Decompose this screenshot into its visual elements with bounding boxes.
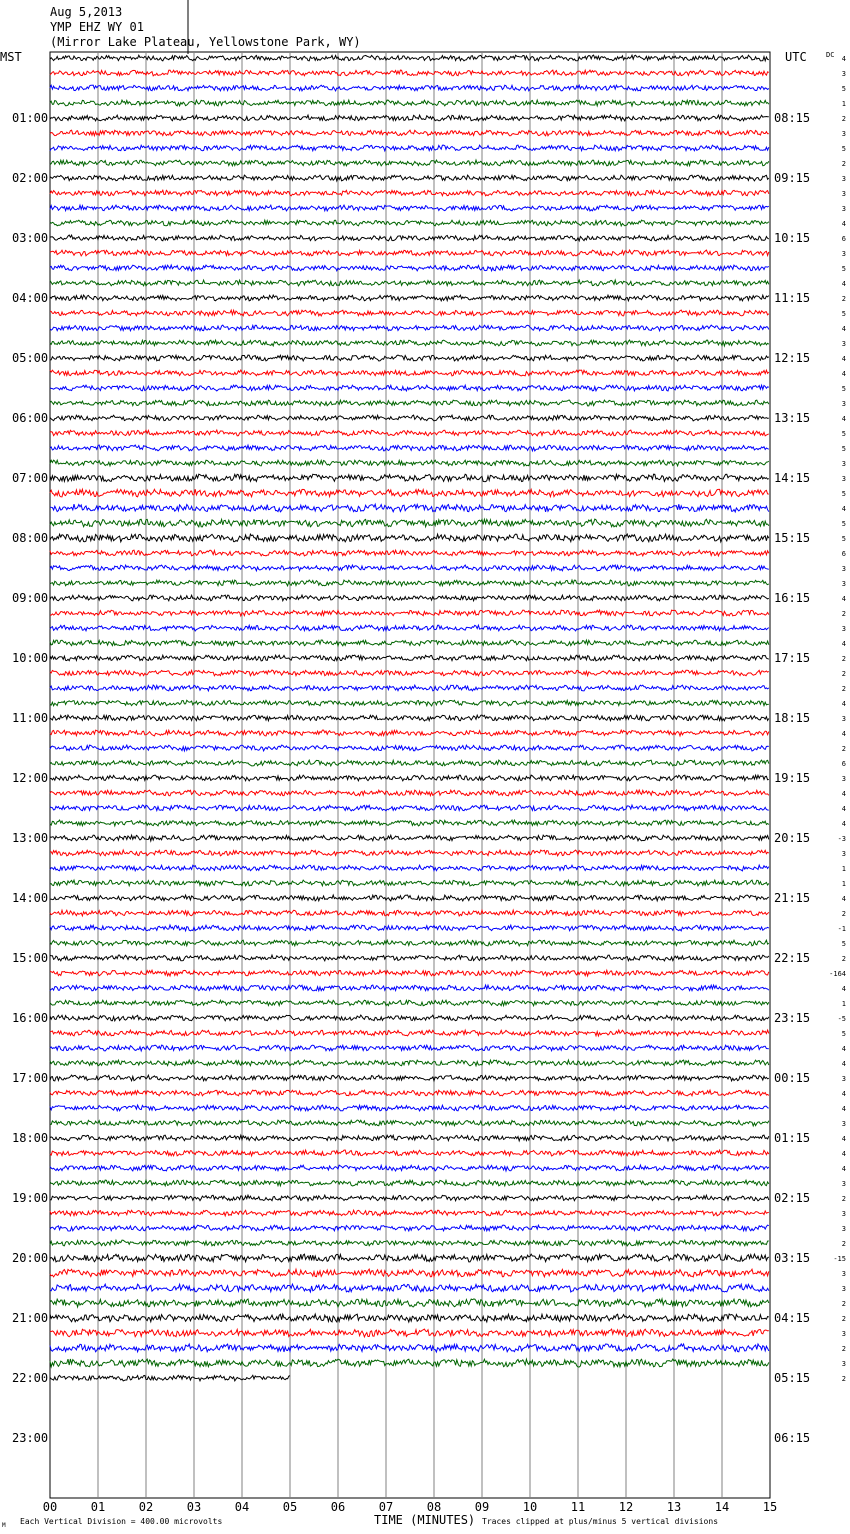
seismic-trace-2 <box>50 70 769 76</box>
seismic-trace-66 <box>50 1030 769 1036</box>
seismic-trace-45 <box>50 715 769 721</box>
dc-offset-value: 2 <box>841 910 846 918</box>
x-tick-label: 02 <box>138 1500 154 1514</box>
dc-offset-value: 3 <box>841 625 846 633</box>
right-hour-label: 13:15 <box>774 411 811 425</box>
seismic-trace-22 <box>50 370 769 376</box>
seismic-trace-25 <box>50 415 769 421</box>
seismic-trace-73 <box>50 1135 769 1141</box>
dc-offset-value: 3 <box>841 1075 846 1083</box>
dc-offset-value: 3 <box>841 340 846 348</box>
seismic-trace-54 <box>50 850 769 856</box>
dc-offset-value: 3 <box>841 1270 846 1278</box>
dc-offset-value: 3 <box>841 580 846 588</box>
clip-note: Traces clipped at plus/minus 5 vertical divisions <box>482 1517 719 1526</box>
seismic-trace-47 <box>50 745 769 751</box>
seismic-trace-30 <box>50 489 769 497</box>
right-timezone-label: UTC <box>785 50 807 64</box>
seismic-trace-28 <box>50 460 769 466</box>
x-tick-label: 05 <box>282 1500 298 1514</box>
dc-offset-value: 6 <box>841 235 846 243</box>
seismic-trace-79 <box>50 1225 769 1231</box>
right-hour-label: 01:15 <box>774 1131 811 1145</box>
dc-offset-value: 4 <box>841 595 846 603</box>
seismic-trace-52 <box>50 820 769 826</box>
seismic-trace-19 <box>50 325 769 331</box>
seismic-trace-65 <box>50 1015 769 1021</box>
dc-offset-value: 1 <box>841 1000 846 1008</box>
dc-offset-value: 3 <box>841 850 846 858</box>
seismic-trace-21 <box>50 355 769 361</box>
x-tick-label: 09 <box>474 1500 490 1514</box>
dc-offset-value: 5 <box>841 1030 846 1038</box>
seismic-trace-7 <box>50 145 769 151</box>
dc-offset-value: 2 <box>841 685 846 693</box>
dc-offset-value: 2 <box>841 295 846 303</box>
seismic-trace-72 <box>50 1120 769 1126</box>
dc-offset-value: 1 <box>841 880 846 888</box>
left-hour-label: 21:00 <box>12 1311 49 1325</box>
seismic-trace-70 <box>50 1090 769 1096</box>
seismic-trace-8 <box>50 160 769 166</box>
dc-offset-value: 3 <box>841 775 846 783</box>
seismic-trace-3 <box>50 85 769 91</box>
seismic-trace-27 <box>50 445 769 451</box>
seismic-trace-11 <box>50 205 769 211</box>
header <box>50 5 361 49</box>
x-tick-label: 11 <box>570 1500 586 1514</box>
dc-offset-value: 4 <box>841 1135 846 1143</box>
dc-offset-value: 5 <box>841 430 846 438</box>
right-hour-label: 11:15 <box>774 291 811 305</box>
seismic-trace-84 <box>50 1299 769 1307</box>
dc-offset-value: 4 <box>841 895 846 903</box>
seismic-trace-60 <box>50 940 769 946</box>
right-hour-label: 12:15 <box>774 351 811 365</box>
seismic-trace-42 <box>50 670 769 676</box>
seismic-trace-10 <box>50 190 769 196</box>
x-tick-label: 06 <box>330 1500 346 1514</box>
dc-offset-value: 2 <box>841 160 846 168</box>
seismic-trace-48 <box>50 760 769 766</box>
right-hour-label: 17:15 <box>774 651 811 665</box>
seismic-trace-9 <box>50 175 769 181</box>
right-hour-label: 02:15 <box>774 1191 811 1205</box>
seismic-trace-26 <box>50 430 769 436</box>
left-hour-label: 11:00 <box>12 711 49 725</box>
dc-offset-value: 3 <box>841 1285 846 1293</box>
x-axis-tick-labels <box>43 1500 777 1514</box>
seismic-trace-62 <box>50 970 769 976</box>
seismic-trace-75 <box>50 1165 769 1171</box>
seismic-trace-6 <box>50 130 769 136</box>
dc-offset-value: 5 <box>841 85 846 93</box>
location-label: (Mirror Lake Plateau, Yellowstone Park, WY) <box>50 35 361 49</box>
dc-offset-value: 4 <box>841 1045 846 1053</box>
dc-offset-value: 4 <box>841 985 846 993</box>
left-hour-label: 06:00 <box>12 411 49 425</box>
dc-offset-value: 4 <box>841 805 846 813</box>
x-tick-label: 07 <box>378 1500 394 1514</box>
dc-offset-value: 3 <box>841 175 846 183</box>
dc-label: DC <box>826 51 835 59</box>
right-hour-label: 18:15 <box>774 711 811 725</box>
left-timezone-label: MST <box>0 50 22 64</box>
dc-offset-value: -3 <box>837 835 846 843</box>
seismic-trace-1 <box>50 55 769 61</box>
dc-offset-value: 2 <box>841 1315 846 1323</box>
dc-offset-value: 4 <box>841 505 846 513</box>
seismic-trace-50 <box>50 790 769 796</box>
seismic-trace-49 <box>50 775 769 781</box>
right-hour-labels <box>774 111 810 1445</box>
left-hour-label: 22:00 <box>12 1371 49 1385</box>
dc-offset-value: 6 <box>841 550 846 558</box>
right-hour-label: 06:15 <box>774 1431 811 1445</box>
seismic-trace-58 <box>50 910 769 916</box>
dc-offset-value: 2 <box>841 1300 846 1308</box>
seismic-trace-87 <box>50 1344 769 1352</box>
left-hour-labels <box>12 111 48 1445</box>
left-hour-label: 09:00 <box>12 591 49 605</box>
dc-offset-value: 2 <box>841 955 846 963</box>
left-hour-label: 18:00 <box>12 1131 49 1145</box>
seismic-trace-82 <box>50 1269 769 1277</box>
seismic-trace-89 <box>50 1375 290 1381</box>
left-hour-label: 20:00 <box>12 1251 49 1265</box>
seismic-trace-64 <box>50 1000 769 1006</box>
right-hour-label: 05:15 <box>774 1371 811 1385</box>
left-hour-label: 08:00 <box>12 531 49 545</box>
dc-offset-value: -15 <box>833 1255 846 1263</box>
seismic-trace-38 <box>50 610 769 616</box>
dc-offset-value: 3 <box>841 460 846 468</box>
seismic-trace-29 <box>50 474 769 481</box>
dc-offset-value: 5 <box>841 265 846 273</box>
seismic-trace-61 <box>50 955 769 961</box>
x-tick-label: 03 <box>186 1500 202 1514</box>
vertical-division-note: Each Vertical Division = 400.00 microvolts <box>20 1517 223 1526</box>
seismic-trace-83 <box>50 1284 769 1292</box>
dc-offset-value: 3 <box>841 1330 846 1338</box>
dc-offset-value: 5 <box>841 445 846 453</box>
dc-offset-value: 5 <box>841 385 846 393</box>
dc-offset-value: 4 <box>841 55 846 63</box>
x-tick-label: 10 <box>522 1500 538 1514</box>
seismic-trace-69 <box>50 1075 769 1081</box>
dc-offset-value: 4 <box>841 700 846 708</box>
right-hour-label: 22:15 <box>774 951 811 965</box>
dc-offset-value: 3 <box>841 565 846 573</box>
dc-offset-value: 3 <box>841 1120 846 1128</box>
seismic-trace-12 <box>50 220 769 226</box>
right-hour-label: 09:15 <box>774 171 811 185</box>
dc-offset-value: 1 <box>841 100 846 108</box>
left-hour-label: 03:00 <box>12 231 49 245</box>
right-hour-label: 08:15 <box>774 111 811 125</box>
x-tick-label: 08 <box>426 1500 442 1514</box>
seismic-trace-33 <box>50 534 769 542</box>
seismic-trace-17 <box>50 295 769 301</box>
dc-offset-value: 2 <box>841 670 846 678</box>
seismic-trace-44 <box>50 700 769 706</box>
x-tick-label: 15 <box>762 1500 778 1514</box>
seismic-trace-46 <box>50 730 769 736</box>
seismic-trace-57 <box>50 895 769 901</box>
seismic-trace-18 <box>50 310 769 316</box>
seismic-trace-76 <box>50 1180 769 1186</box>
station-label: YMP EHZ WY 01 <box>50 20 144 34</box>
dc-offset-value: 5 <box>841 940 846 948</box>
seismic-trace-80 <box>50 1240 769 1246</box>
seismic-trace-32 <box>50 519 769 527</box>
dc-offset-value: 3 <box>841 1225 846 1233</box>
dc-offset-value: 2 <box>841 1375 846 1383</box>
left-hour-label: 01:00 <box>12 111 49 125</box>
left-hour-label: 14:00 <box>12 891 49 905</box>
right-hour-label: 19:15 <box>774 771 811 785</box>
dc-offset-value: 3 <box>841 205 846 213</box>
dc-offset-value: 4 <box>841 415 846 423</box>
dc-offset-value: 2 <box>841 655 846 663</box>
seismic-trace-71 <box>50 1105 769 1111</box>
dc-offset-value: 4 <box>841 1165 846 1173</box>
dc-offset-value: 2 <box>841 1195 846 1203</box>
seismic-trace-41 <box>50 655 769 661</box>
dc-offset-value: 4 <box>841 1105 846 1113</box>
right-hour-label: 00:15 <box>774 1071 811 1085</box>
right-hour-label: 21:15 <box>774 891 811 905</box>
dc-offset-value: 5 <box>841 490 846 498</box>
right-hour-label: 15:15 <box>774 531 811 545</box>
dc-offset-value: 3 <box>841 130 846 138</box>
dc-offset-value: 3 <box>841 250 846 258</box>
dc-offset-value: 3 <box>841 1360 846 1368</box>
dc-offset-value: -1 <box>837 925 846 933</box>
dc-offset-value: -164 <box>829 970 846 978</box>
right-hour-label: 20:15 <box>774 831 811 845</box>
seismic-trace-13 <box>50 235 769 241</box>
seismic-trace-35 <box>50 565 769 571</box>
seismic-trace-24 <box>50 400 769 406</box>
dc-offset-value: 6 <box>841 760 846 768</box>
x-tick-label: 13 <box>666 1500 682 1514</box>
left-hour-label: 23:00 <box>12 1431 49 1445</box>
left-hour-label: 12:00 <box>12 771 49 785</box>
left-hour-label: 04:00 <box>12 291 49 305</box>
seismic-trace-88 <box>50 1359 769 1367</box>
dc-offset-value: 4 <box>841 640 846 648</box>
dc-offset-value: 4 <box>841 355 846 363</box>
dc-offset-value: 5 <box>841 535 846 543</box>
seismic-trace-16 <box>50 280 769 286</box>
left-hour-label: 16:00 <box>12 1011 49 1025</box>
dc-offset-value: -5 <box>837 1015 846 1023</box>
seismic-trace-39 <box>50 625 769 631</box>
seismic-trace-67 <box>50 1045 769 1051</box>
seismic-trace-68 <box>50 1060 769 1066</box>
seismic-trace-51 <box>50 805 769 811</box>
seismic-trace-77 <box>50 1195 769 1201</box>
x-tick-label: 04 <box>234 1500 250 1514</box>
seismic-trace-23 <box>50 385 769 391</box>
right-hour-label: 03:15 <box>774 1251 811 1265</box>
dc-offset-value: 4 <box>841 790 846 798</box>
seismic-trace-37 <box>50 595 769 601</box>
seismic-trace-20 <box>50 340 769 346</box>
dc-offset-value: 3 <box>841 1180 846 1188</box>
seismic-trace-43 <box>50 685 769 691</box>
dc-offset-value: 4 <box>841 1060 846 1068</box>
dc-offset-value: 3 <box>841 190 846 198</box>
dc-offset-value: 4 <box>841 280 846 288</box>
left-hour-label: 19:00 <box>12 1191 49 1205</box>
dc-offset-value: 4 <box>841 325 846 333</box>
right-hour-label: 14:15 <box>774 471 811 485</box>
seismic-trace-78 <box>50 1210 769 1216</box>
x-tick-label: 12 <box>618 1500 634 1514</box>
left-hour-label: 05:00 <box>12 351 49 365</box>
seismic-trace-55 <box>50 865 769 871</box>
dc-offset-value: 4 <box>841 730 846 738</box>
left-hour-label: 10:00 <box>12 651 49 665</box>
x-tick-label: 00 <box>42 1500 58 1514</box>
dc-offset-value: 2 <box>841 610 846 618</box>
seismic-trace-36 <box>50 580 769 586</box>
corner-mark: M <box>2 1522 6 1529</box>
dc-offset-value: 4 <box>841 220 846 228</box>
x-tick-label: 01 <box>90 1500 106 1514</box>
left-hour-label: 07:00 <box>12 471 49 485</box>
left-hour-label: 13:00 <box>12 831 49 845</box>
seismic-traces <box>50 55 769 1381</box>
dc-offset-value: 5 <box>841 310 846 318</box>
seismic-trace-59 <box>50 925 769 931</box>
dc-offset-value: 2 <box>841 745 846 753</box>
dc-offset-value: 3 <box>841 70 846 78</box>
seismic-trace-81 <box>50 1254 769 1262</box>
date-label: Aug 5,2013 <box>50 5 123 19</box>
dc-offset-value: 3 <box>841 1210 846 1218</box>
seismic-trace-63 <box>50 985 769 991</box>
seismic-trace-14 <box>50 250 769 256</box>
dc-offset-value: 3 <box>841 400 846 408</box>
seismic-trace-85 <box>50 1314 769 1322</box>
x-axis-title: TIME (MINUTES) <box>374 1513 476 1527</box>
seismic-trace-4 <box>50 100 769 106</box>
left-hour-label: 17:00 <box>12 1071 49 1085</box>
dc-offset-value: 2 <box>841 115 846 123</box>
seismic-trace-53 <box>50 835 769 841</box>
x-tick-label: 14 <box>714 1500 730 1514</box>
right-hour-label: 04:15 <box>774 1311 811 1325</box>
seismic-trace-74 <box>50 1150 769 1156</box>
dc-offset-value: 1 <box>841 865 846 873</box>
seismic-trace-56 <box>50 880 769 886</box>
seismic-trace-5 <box>50 115 769 121</box>
dc-offset-value: 4 <box>841 820 846 828</box>
seismic-trace-31 <box>50 504 769 512</box>
dc-offset-column <box>829 55 846 1383</box>
dc-offset-value: 3 <box>841 715 846 723</box>
dc-offset-value: 4 <box>841 1090 846 1098</box>
seismic-trace-86 <box>50 1329 769 1337</box>
dc-offset-value: 5 <box>841 520 846 528</box>
right-hour-label: 10:15 <box>774 231 811 245</box>
dc-offset-value: 2 <box>841 1240 846 1248</box>
right-hour-label: 16:15 <box>774 591 811 605</box>
dc-offset-value: 3 <box>841 475 846 483</box>
dc-offset-value: 4 <box>841 1150 846 1158</box>
dc-offset-value: 2 <box>841 1345 846 1353</box>
right-hour-label: 23:15 <box>774 1011 811 1025</box>
dc-offset-value: 5 <box>841 145 846 153</box>
left-hour-label: 02:00 <box>12 171 49 185</box>
dc-offset-value: 4 <box>841 370 846 378</box>
seismic-trace-40 <box>50 640 769 646</box>
seismic-trace-34 <box>50 550 769 556</box>
left-hour-label: 15:00 <box>12 951 49 965</box>
seismic-trace-15 <box>50 265 769 271</box>
